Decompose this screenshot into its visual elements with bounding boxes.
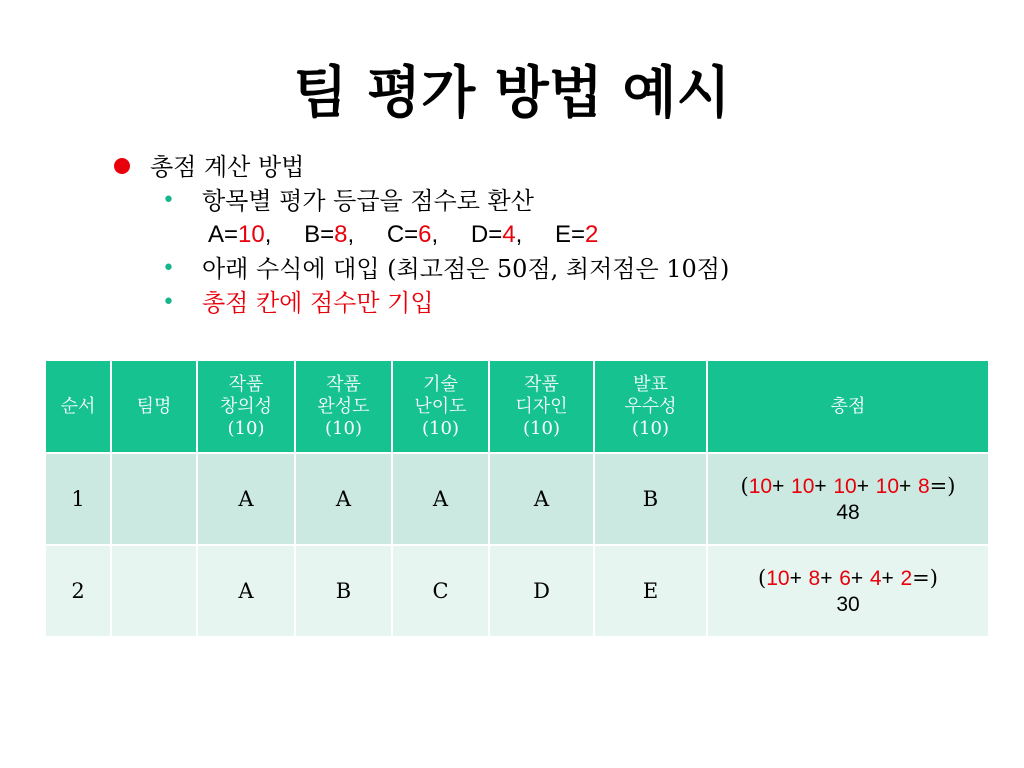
formula-term: 10 xyxy=(766,566,790,590)
cell-grade: A xyxy=(392,453,489,545)
cell-grade: E xyxy=(594,545,707,637)
header-line: 우수성 xyxy=(624,395,677,417)
grade-sep: , xyxy=(515,221,523,248)
header-line: (10) xyxy=(632,417,669,439)
slide-title: 팀 평가 방법 예시 xyxy=(293,60,731,126)
formula-term: 10 xyxy=(875,474,900,498)
formula-plus: + xyxy=(881,566,894,590)
cell-grade: A xyxy=(197,545,295,637)
header-line: 디자인 xyxy=(515,395,568,417)
formula-plus: + xyxy=(856,474,869,498)
bullet-sub-instruction-text: 총점 칸에 점수만 기입 xyxy=(202,289,434,317)
cell-team[interactable] xyxy=(111,453,197,545)
formula-plus: + xyxy=(850,566,864,590)
formula-term: 4 xyxy=(869,566,882,590)
grade-d-label: D= xyxy=(470,221,503,248)
header-completeness xyxy=(295,360,392,453)
header-difficulty xyxy=(392,360,489,453)
header-design xyxy=(489,360,594,453)
table-row xyxy=(45,545,989,637)
bullet-sub-formula xyxy=(112,252,992,286)
header-line: 창의성 xyxy=(219,395,273,417)
total-score[interactable]: 30 xyxy=(836,592,860,616)
total-formula xyxy=(708,565,988,592)
formula-term: 8 xyxy=(808,566,821,590)
formula-note-prefix: 아래 수식에 대입 (최고점은 xyxy=(202,255,497,283)
teal-bullet-icon: • xyxy=(162,256,175,281)
teal-bullet-icon: • xyxy=(162,188,175,213)
cell-total xyxy=(707,453,989,545)
bullet-sub-instruction xyxy=(112,286,992,320)
grade-b-label: B= xyxy=(304,221,335,248)
header-creativity xyxy=(197,360,295,453)
grade-sep: , xyxy=(431,221,439,248)
cell-grade: A xyxy=(489,453,594,545)
formula-plus: + xyxy=(820,566,833,590)
grade-d-value: 4 xyxy=(502,221,516,248)
header-team: 팀명 xyxy=(111,360,197,453)
bullet-sub-convert-text: 항목별 평가 등급을 점수로 환산 xyxy=(202,187,534,215)
header-line: 발표 xyxy=(633,373,668,395)
bullet-list xyxy=(112,150,992,320)
cell-grade: A xyxy=(295,453,392,545)
formula-open: ( xyxy=(740,473,749,498)
formula-close: =) xyxy=(912,565,938,590)
header-line: 작품 xyxy=(524,373,559,395)
total-formula xyxy=(708,473,988,500)
grade-c-value: 6 xyxy=(418,221,432,248)
cell-order: 2 xyxy=(45,545,111,637)
grade-e-label: E= xyxy=(554,221,585,248)
header-line: (10) xyxy=(227,417,265,439)
table-header-row xyxy=(45,360,989,453)
formula-plus: + xyxy=(772,474,785,498)
table-row xyxy=(45,453,989,545)
max-score: 50점 xyxy=(496,255,551,283)
grade-c-label: C= xyxy=(386,221,419,248)
header-line: 작품 xyxy=(228,373,264,395)
cell-grade: B xyxy=(594,453,707,545)
cell-order: 1 xyxy=(45,453,111,545)
evaluation-table xyxy=(44,359,990,638)
formula-term: 2 xyxy=(900,566,913,590)
formula-term: 10 xyxy=(748,474,773,498)
cell-team[interactable] xyxy=(111,545,197,637)
grade-a-label: A= xyxy=(208,221,239,248)
bullet-sub-convert xyxy=(112,184,992,218)
formula-term: 8 xyxy=(917,474,930,498)
formula-note-suffix: ) xyxy=(720,255,730,283)
header-line: (10) xyxy=(422,417,459,439)
red-bullet-icon xyxy=(114,158,130,174)
grade-a-value: 10 xyxy=(238,221,265,248)
header-line: 기술 xyxy=(423,373,458,395)
total-score[interactable]: 48 xyxy=(836,500,860,524)
header-order: 순서 xyxy=(45,360,111,453)
header-line: 작품 xyxy=(326,373,361,395)
teal-bullet-icon: • xyxy=(162,290,175,315)
header-line: 난이도 xyxy=(414,395,467,417)
cell-grade: B xyxy=(295,545,392,637)
cell-grade: A xyxy=(197,453,295,545)
cell-total xyxy=(707,545,989,637)
formula-plus: + xyxy=(789,566,802,590)
grade-b-value: 8 xyxy=(334,221,348,248)
formula-plus: + xyxy=(814,474,827,498)
header-presentation xyxy=(594,360,707,453)
formula-term: 10 xyxy=(791,474,815,498)
grade-sep: , xyxy=(347,221,355,248)
grade-sep: , xyxy=(264,221,272,248)
formula-note-mid: , 최저점은 xyxy=(550,255,667,283)
bullet-main-text: 총점 계산 방법 xyxy=(150,153,305,181)
formula-open: ( xyxy=(758,565,767,590)
min-score: 10점 xyxy=(666,255,720,283)
formula-term: 6 xyxy=(839,566,851,590)
bullet-main xyxy=(112,150,992,184)
grade-mapping xyxy=(112,218,992,252)
cell-grade: D xyxy=(489,545,594,637)
header-line: (10) xyxy=(325,417,362,439)
formula-term: 10 xyxy=(833,474,857,498)
formula-close: =) xyxy=(929,473,956,498)
formula-plus: + xyxy=(899,474,912,498)
header-line: 완성도 xyxy=(317,395,370,417)
header-line: (10) xyxy=(523,417,560,439)
header-total: 총점 xyxy=(707,360,989,453)
grade-e-value: 2 xyxy=(584,221,599,248)
cell-grade: C xyxy=(392,545,489,637)
